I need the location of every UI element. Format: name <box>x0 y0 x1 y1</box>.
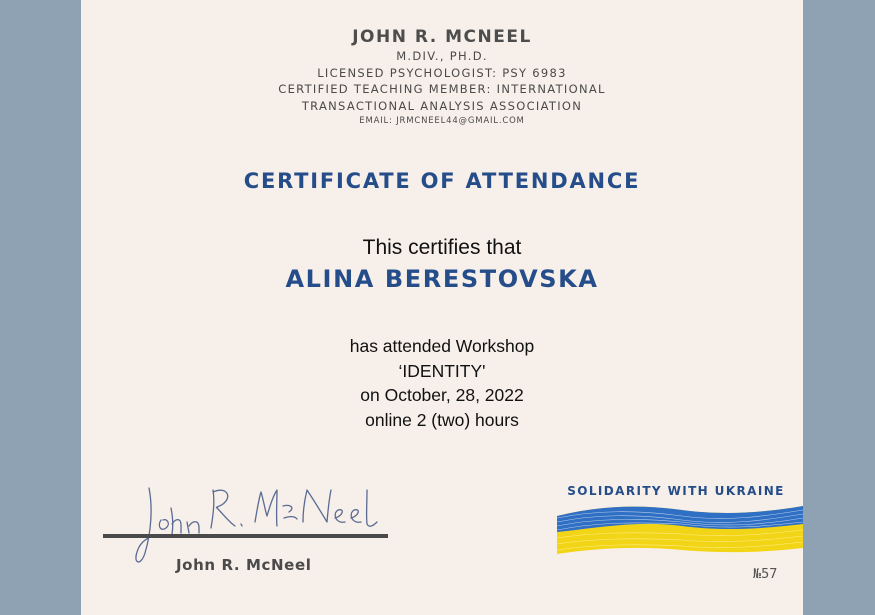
recipient-name: ALINA BERESTOVSKA <box>285 265 599 293</box>
solidarity-label: SOLIDARITY WITH UKRAINE <box>567 484 785 498</box>
signer-printed-name: John R. McNeel <box>176 556 312 574</box>
ukraine-flag-wave <box>557 502 803 554</box>
certificate-title: CERTIFICATE OF ATTENDANCE <box>243 169 641 193</box>
issuer-membership-line1: CERTIFIED TEACHING MEMBER: INTERNATIONAL <box>278 82 606 96</box>
issuer-degrees: M.DIV., PH.D. <box>396 49 488 63</box>
issuer-email: EMAIL: JRMCNEEL44@GMAIL.COM <box>359 116 525 126</box>
issuer-membership-line2: TRANSACTIONAL ANALYSIS ASSOCIATION <box>301 98 583 113</box>
attended-text: has attended Workshop <box>349 336 535 356</box>
issuer-license: LICENSED PSYCHOLOGIST: PSY 6983 <box>317 65 567 80</box>
workshop-name: ‘IDENTITY' <box>398 360 486 381</box>
handwritten-signature <box>131 478 381 568</box>
certifies-text: This certifies that <box>362 236 522 259</box>
issuer-name: JOHN R. MCNEEL <box>352 27 532 47</box>
certificate-page <box>81 0 803 615</box>
workshop-date: on October, 28, 2022 <box>360 385 524 405</box>
certificate-number: №57 <box>753 566 778 582</box>
issuer-header <box>81 26 803 128</box>
workshop-duration: online 2 (two) hours <box>365 409 519 430</box>
signature-line <box>103 534 388 538</box>
attendance-details <box>81 334 803 432</box>
